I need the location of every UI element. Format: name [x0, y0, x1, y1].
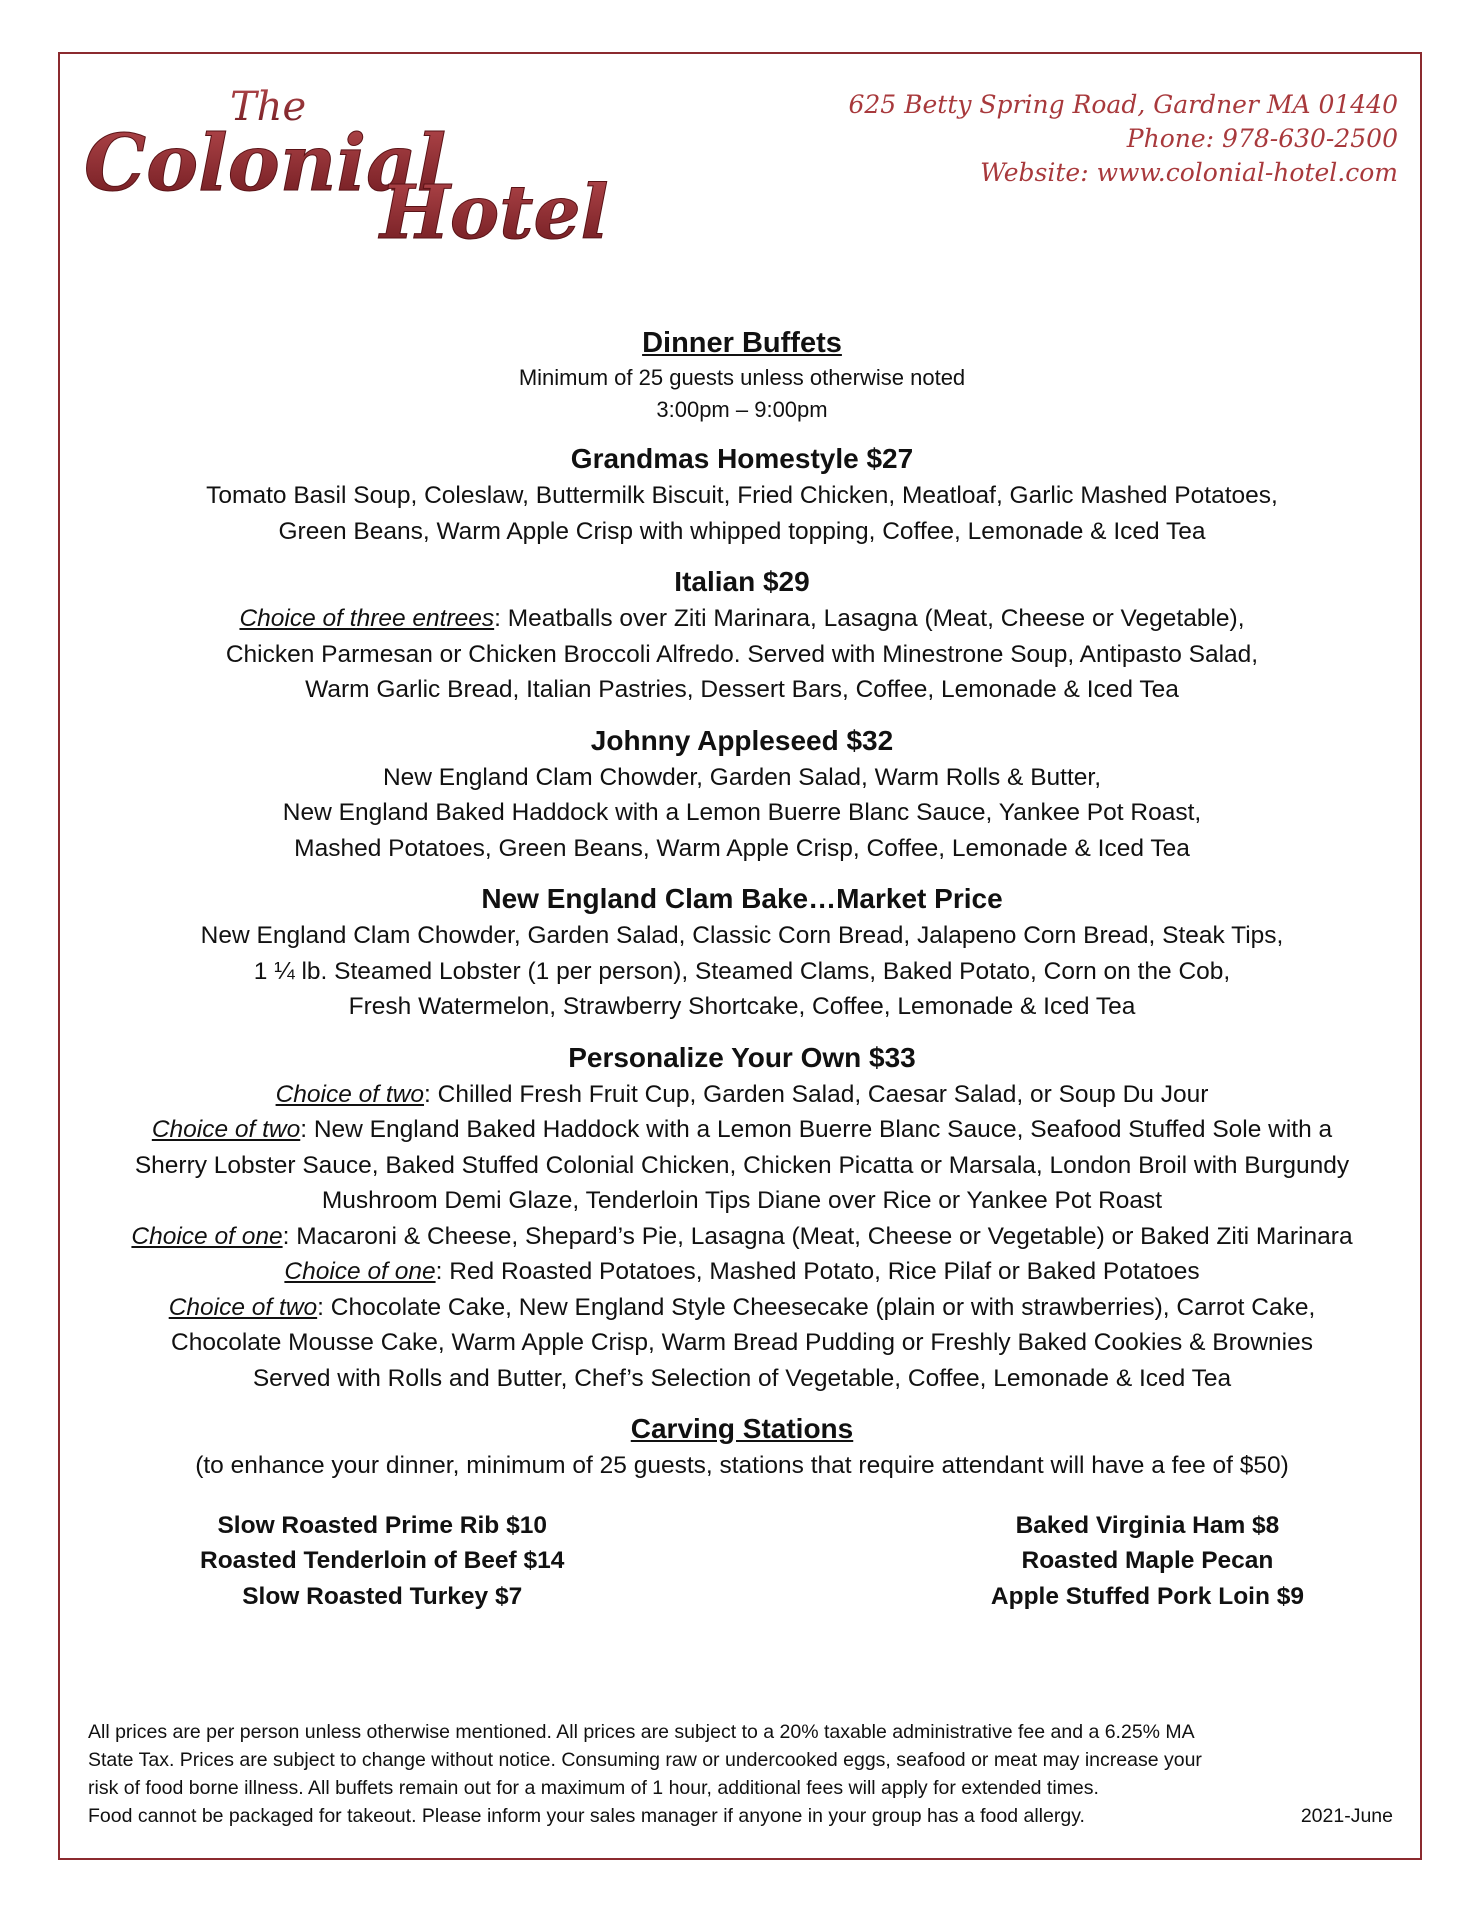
italian-title: Italian $29 [674, 566, 810, 597]
italian-line-text: : Meatballs over Ziti Marinara, Lasagna (Meat, Cheese or Vegetable), [494, 605, 1245, 632]
fine-print-line: All prices are per person unless otherwise mentioned. All prices are subject to a 20% taxable administrative fee and a 6.25% MA [88, 1721, 1195, 1743]
personalize-line: Chocolate Mousse Cake, Warm Apple Crisp, Warm Bread Pudding or Freshly Baked Cookies & Brownies [171, 1329, 1313, 1356]
personalize-line [80, 1290, 1404, 1326]
clambake-line: Fresh Watermelon, Strawberry Shortcake, Coffee, Lemonade & Iced Tea [348, 993, 1136, 1020]
personalize-line-text: : Macaroni & Cheese, Shepard’s Pie, Lasagna (Meat, Cheese or Vegetable) or Baked Ziti Marinara [282, 1222, 1353, 1250]
personalize-line: Sherry Lobster Sauce, Baked Stuffed Colonial Chicken, Chicken Picatta or Marsala, London Broil with Burgundy [134, 1151, 1350, 1179]
johnny-line: New England Baked Haddock with a Lemon Buerre Blanc Sauce, Yankee Pot Roast, [282, 799, 1202, 826]
carving-item: Baked Virginia Ham $8 [1015, 1511, 1280, 1539]
logo-colonial: Colonial [84, 118, 447, 209]
choice-label: Choice of two [275, 1080, 425, 1108]
carving-item: Roasted Tenderloin of Beef $14 [200, 1547, 565, 1574]
logo-hotel: Hotel [380, 170, 609, 248]
personalize-line: Served with Rolls and Butter, Chef’s Selection of Vegetable, Coffee, Lemonade & Iced Tea [252, 1364, 1232, 1392]
dinner-buffets-title: Dinner Buffets [642, 327, 842, 359]
carving-item: Apple Stuffed Pork Loin $9 [990, 1582, 1304, 1610]
carving-item: Roasted Maple Pecan [1021, 1547, 1274, 1574]
fine-print-line: State Tax. Prices are subject to change without notice. Consuming raw or undercooked eggs, seafood or meat may increase your [88, 1749, 1202, 1771]
personalize-line-text: : New England Baked Haddock with a Lemon Buerre Blanc Sauce, Seafood Stuffed Sole with a [300, 1116, 1333, 1143]
fine-print [88, 1718, 1393, 1830]
section-johnny-appleseed [80, 722, 1404, 867]
personalize-line [80, 1219, 1404, 1255]
fine-print-line: risk of food borne illness. All buffets remain out for a maximum of 1 hour, additional fees will apply for extended times. [88, 1777, 1099, 1799]
personalize-line [80, 1077, 1404, 1113]
fine-print-text: Food cannot be packaged for takeout. Please inform your sales manager if anyone in your group has a food allergy. [88, 1805, 1085, 1827]
buffet-hours: 3:00pm – 9:00pm [656, 397, 828, 422]
menu-content [80, 324, 1404, 1614]
italian-line: Chicken Parmesan or Chicken Broccoli Alfredo. Served with Minestrone Soup, Antipasto Salad, [225, 640, 1259, 668]
personalize-line-text: : Chilled Fresh Fruit Cup, Garden Salad, Caesar Salad, or Soup Du Jour [424, 1080, 1209, 1108]
carving-list [80, 1508, 1404, 1615]
grandmas-title: Grandmas Homestyle $27 [570, 443, 914, 474]
section-carving-stations [80, 1410, 1404, 1614]
carving-left-column [200, 1508, 564, 1615]
grandmas-line: Green Beans, Warm Apple Crisp with whipped topping, Coffee, Lemonade & Iced Tea [278, 517, 1206, 545]
contact-info [848, 88, 1398, 190]
section-italian [80, 563, 1404, 708]
carving-item: Slow Roasted Prime Rib $10 [217, 1511, 547, 1539]
personalize-line-text: : Chocolate Cake, New England Style Cheesecake (plain or with strawberries), Carrot Cake, [317, 1293, 1316, 1321]
carving-title: Carving Stations [630, 1413, 854, 1444]
revision-date: 2021-June [1300, 1805, 1393, 1827]
choice-label: Choice of two [151, 1116, 301, 1143]
johnny-line: Mashed Potatoes, Green Beans, Warm Apple Crisp, Coffee, Lemonade & Iced Tea [294, 834, 1190, 862]
choice-label: Choice of three entrees [239, 605, 495, 632]
phone: Phone: 978-630-2500 [1126, 124, 1398, 153]
personalize-line [80, 1254, 1404, 1290]
johnny-title: Johnny Appleseed $32 [590, 724, 894, 756]
personalize-title: Personalize Your Own $33 [568, 1041, 916, 1073]
italian-line [80, 601, 1404, 637]
personalize-line [80, 1112, 1404, 1148]
fine-print-line [88, 1802, 1393, 1830]
section-grandmas [80, 440, 1404, 549]
personalize-line: Mushroom Demi Glaze, Tenderloin Tips Diane over Rice or Yankee Pot Roast [321, 1187, 1163, 1214]
johnny-line: New England Clam Chowder, Garden Salad, Warm Rolls & Butter, [382, 763, 1102, 791]
carving-note: (to enhance your dinner, minimum of 25 guests, stations that require attendant will have a fee of $50) [195, 1452, 1289, 1479]
carving-right-column [991, 1508, 1304, 1615]
clambake-title: New England Clam Bake…Market Price [481, 883, 1003, 914]
choice-label: Choice of one [131, 1222, 283, 1250]
carving-item: Slow Roasted Turkey $7 [242, 1582, 523, 1610]
choice-label: Choice of one [284, 1258, 436, 1285]
italian-line: Warm Garlic Bread, Italian Pastries, Dessert Bars, Coffee, Lemonade & Iced Tea [305, 676, 1179, 703]
choice-label: Choice of two [168, 1293, 318, 1321]
logo-the: The [230, 84, 307, 130]
section-personalize [80, 1039, 1404, 1397]
minimum-guests: Minimum of 25 guests unless otherwise noted [518, 365, 966, 390]
personalize-line-text: : Red Roasted Potatoes, Mashed Potato, Rice Pilaf or Baked Potatoes [435, 1258, 1200, 1285]
address: 625 Betty Spring Road, Gardner MA 01440 [848, 90, 1398, 119]
section-clam-bake [80, 880, 1404, 1025]
colonial-hotel-logo [80, 78, 670, 248]
clambake-line: New England Clam Chowder, Garden Salad, Classic Corn Bread, Jalapeno Corn Bread, Steak Tips, [200, 922, 1284, 949]
website-link[interactable]: Website: www.colonial-hotel.com [980, 158, 1398, 187]
clambake-line: 1 ¼ lb. Steamed Lobster (1 per person), Steamed Clams, Baked Potato, Corn on the Cob, [253, 957, 1231, 985]
grandmas-line: Tomato Basil Soup, Coleslaw, Buttermilk Biscuit, Fried Chicken, Meatloaf, Garlic Mashed Potatoes, [206, 482, 1278, 509]
